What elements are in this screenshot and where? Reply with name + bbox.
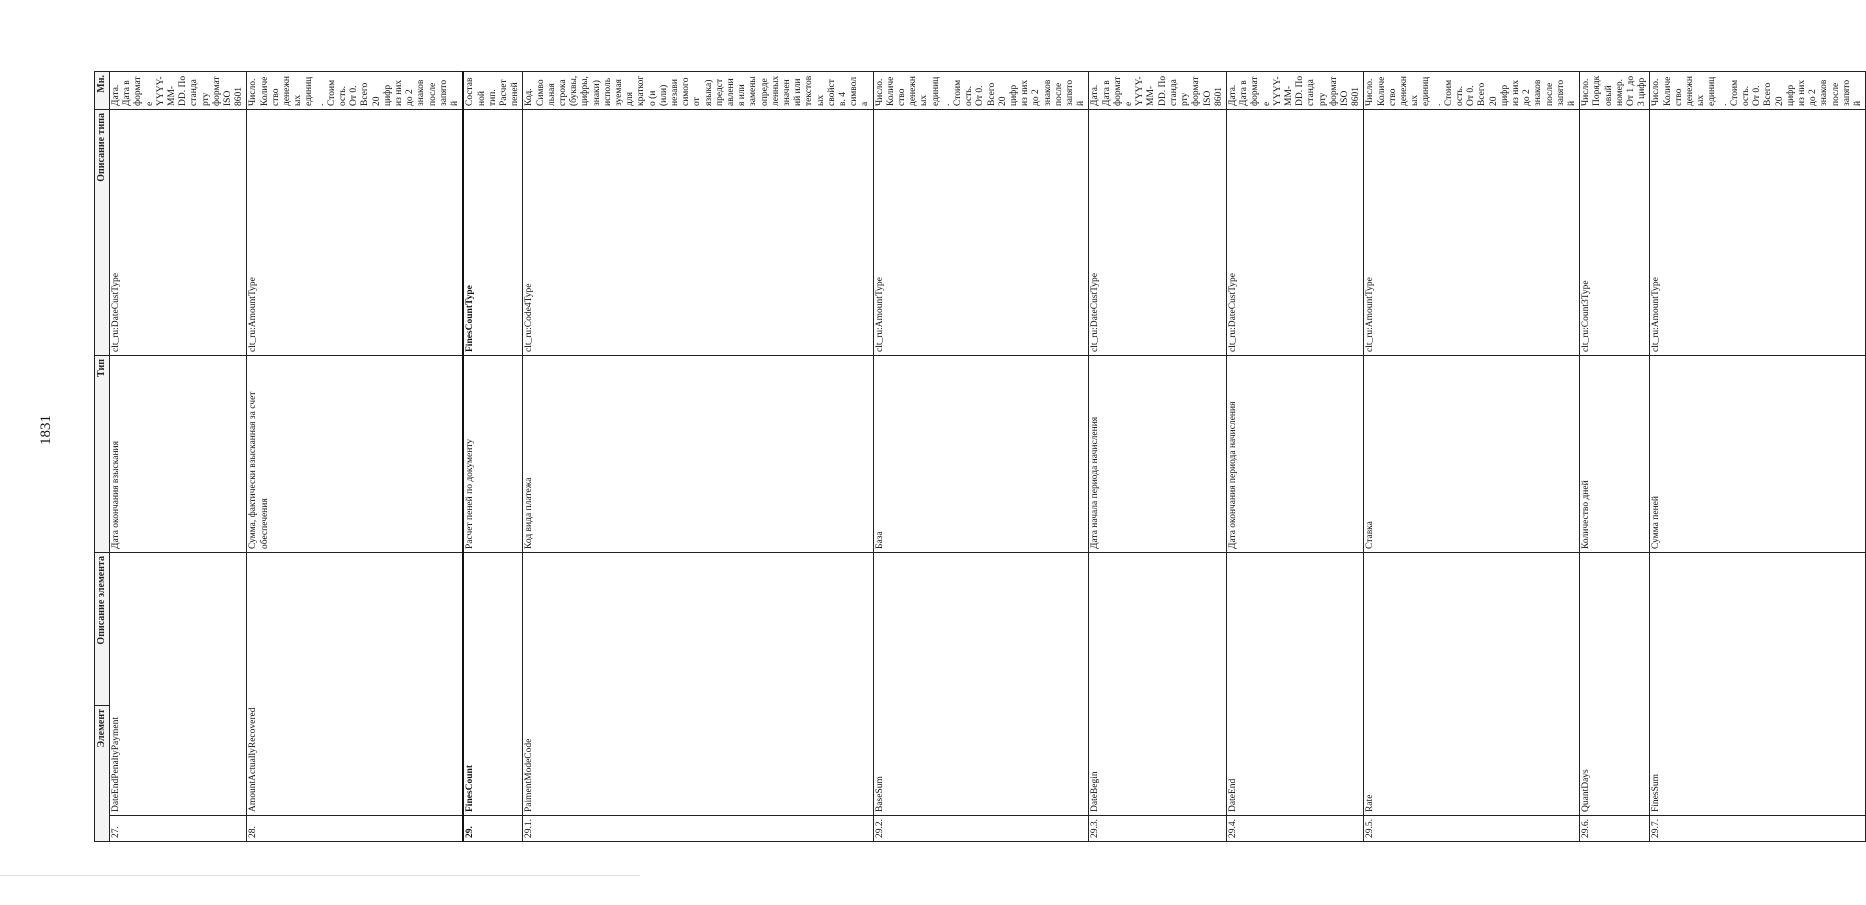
row-type: clt_ru:AmountType: [247, 110, 463, 356]
row-type: clt_ru:Code4Type: [523, 110, 873, 356]
table-row: [247, 72, 463, 842]
row-number: 29.4.: [1226, 816, 1363, 842]
row-description: Сумма пеней: [1650, 356, 1866, 553]
row-description: Расчет пеней по документу: [463, 356, 523, 553]
row-element: QuantDays: [1580, 553, 1650, 816]
table-row: [110, 72, 247, 842]
row-element: PaimentModeCode: [523, 553, 873, 816]
row-description: Сумма, фактически взысканная за счет обеспечения: [247, 356, 463, 553]
rotated-table-container: [94, 72, 1864, 842]
row-type-description: Число. Количество денежных единиц. Стоимость. От 0. Всего 20 цифр из них до 2 знаков после запятой: [1650, 72, 1866, 110]
row-type-description: Дата. Дата в формате YYYY-MM-DD. По стандарту формат ISO 8601: [1089, 72, 1226, 110]
row-element: FinesSum: [1650, 553, 1866, 816]
table-header-row: [95, 72, 110, 842]
table-row: [1226, 72, 1363, 842]
row-type: FinesCountType: [463, 110, 523, 356]
row-element: DateBegin: [1089, 553, 1226, 816]
row-number: 29.2.: [873, 816, 1089, 842]
row-type-description: Число. Количество денежных единиц. Стоимость. От 0. Всего 20 цифр из них до 2 знаков после запятой: [873, 72, 1089, 110]
row-number: 29.1.: [523, 816, 873, 842]
row-element: AmountActuallyRecovered: [247, 553, 463, 816]
row-number: 29.: [463, 816, 523, 842]
header-multiplicity: Мн.: [95, 72, 110, 110]
row-description: Дата окончания взыскания: [110, 356, 247, 553]
row-type: clt_ru:AmountType: [1364, 110, 1580, 356]
table-row: [523, 72, 873, 842]
table-row: [1364, 72, 1580, 842]
row-type: clt_ru:DateCustType: [1226, 110, 1363, 356]
header-description: Описание элемента: [95, 553, 110, 706]
table-row: [463, 72, 523, 842]
spec-table: [94, 71, 1866, 842]
row-type: clt_ru:Count3Type: [1580, 110, 1650, 356]
row-element: Rate: [1364, 553, 1580, 816]
row-type-description: Число. Количество денежных единиц. Стоимость. От 0. Всего 20 цифр из них до 2 знаков после запятой: [247, 72, 463, 110]
row-type: clt_ru:DateCustType: [1089, 110, 1226, 356]
page-number: 1831: [38, 415, 54, 445]
row-number: 27.: [110, 816, 247, 842]
row-element: DateEndPenaltyPayment: [110, 553, 247, 816]
row-number: 29.7.: [1650, 816, 1866, 842]
row-number: 29.5.: [1364, 816, 1580, 842]
header-type: Тип: [95, 356, 110, 553]
row-type-description: Число. Количество денежных единиц. Стоимость. От 0. Всего 20 цифр из них до 2 знаков после запятой: [1364, 72, 1580, 110]
row-element: FinesCount: [463, 553, 523, 816]
row-number: 29.3.: [1089, 816, 1226, 842]
row-description: Количество дней: [1580, 356, 1650, 553]
row-type: clt_ru:AmountType: [873, 110, 1089, 356]
row-type-description: Число. Порядковый номер. От 1 до 3 цифр: [1580, 72, 1650, 110]
row-description: База: [873, 356, 1089, 553]
table-row: [873, 72, 1089, 842]
row-description: Дата окончания периода начисления: [1226, 356, 1363, 553]
row-type: clt_ru:AmountType: [1650, 110, 1866, 356]
row-type-description: Дата. Дата в формате YYYY-MM-DD. По стандарту формат ISO 8601: [1226, 72, 1363, 110]
page-bottom-rule: [0, 875, 640, 876]
row-number: 28.: [247, 816, 463, 842]
row-type-description: Дата. Дата в формате YYYY-MM-DD. По стандарту формат ISO 8601: [110, 72, 247, 110]
table-row: [1650, 72, 1866, 842]
header-type-description: Описание типа: [95, 110, 110, 356]
row-type-description: Код. Символьная строка (буквы, цифры, знаки) используемая для краткого (и (или) независимого от языка) представления или замены определенных значений или текстовых свойств. 4 символа: [523, 72, 873, 110]
row-description: Код вида платежа: [523, 356, 873, 553]
row-type: clt_ru:DateCustType: [110, 110, 247, 356]
table-row: [1580, 72, 1650, 842]
row-description: Дата начала периода начисления: [1089, 356, 1226, 553]
row-element: BaseSum: [873, 553, 1089, 816]
row-type-description: Составной тип. Расчет пеней: [463, 72, 523, 110]
row-number: 29.6.: [1580, 816, 1650, 842]
row-description: Ставка: [1364, 356, 1580, 553]
header-element: Элемент: [95, 706, 110, 842]
table-row: [1089, 72, 1226, 842]
row-element: DateEnd: [1226, 553, 1363, 816]
